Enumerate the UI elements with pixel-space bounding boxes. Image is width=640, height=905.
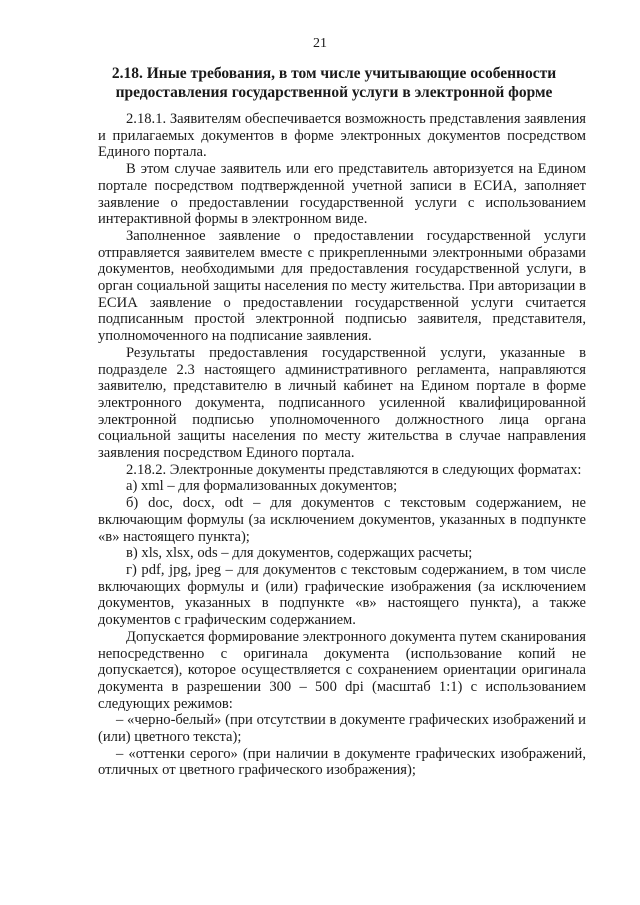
section-body xyxy=(98,111,586,779)
paragraph-2-18-1: 2.18.1. Заявителям обеспечивается возможность представления заявления и прилагаемых документов в форме электронных документов посредством Единого портала. xyxy=(98,111,586,161)
paragraph-results: Результаты предоставления государственной услуги, указанные в подразделе 2.3 настоящего административного регламента, направляются заявителю, представителю в личный кабинет на Едином портале в форме электронного документа, подписанного усиленной квалифицированной электронной подписью уполномоченного должностного лица органа социальной защиты населения по месту жительства в случае направления заявления посредством Единого портала. xyxy=(98,344,586,462)
format-item-a: а) xml – для формализованных документов; xyxy=(126,478,398,495)
format-item-g: г) pdf, jpg, jpeg – для документов с текстовым содержанием, в том числе включающих формулы и (или) графические изображения (за исключением документов, указанных в подпункте «в» настоящего пункта), а также документов с графическим содержанием. xyxy=(98,561,586,629)
paragraph-submission: Заполненное заявление о предоставлении государственной услуги отправляется заявителем вместе с прикрепленными электронными образами документов, необходимыми для предоставления государственной услуги, в орган социальной защиты населения по месту жительства. При авторизации в ЕСИА заявление о предоставлении государственной услуги считается подписанным простой электронной подписью заявителя, представителя, уполномоченного на подписание заявления. xyxy=(98,227,586,345)
section-heading-line-2: предоставления государственной услуги в электронной форме xyxy=(115,84,553,101)
section-heading-line-1: 2.18. Иные требования, в том числе учитывающие особенности xyxy=(111,65,557,82)
scan-mode-black-white: – «черно-белый» (при отсутствии в документе графических изображений и (или) цветного текста); xyxy=(98,712,586,746)
format-item-b: б) doc, docx, odt – для документов с текстовым содержанием, не включающим формулы (за исключением документов, указанных в подпункте «в» настоящего пункта); xyxy=(98,495,586,545)
paragraph-scanning: Допускается формирование электронного документа путем сканирования непосредственно с оригинала документа (использование копий не допускается), которое осуществляется с сохранением ориентации оригинала документа в разрешении 300 – 500 dpi (масштаб 1:1) с использованием следующих режимов: xyxy=(98,628,586,712)
page-number: 21 xyxy=(313,36,327,51)
scan-mode-grayscale: – «оттенки серого» (при наличии в документе графических изображений, отличных от цветного графического изображения); xyxy=(98,745,586,779)
format-item-v: в) xls, xlsx, ods – для документов, содержащих расчеты; xyxy=(126,545,473,562)
paragraph-authorization: В этом случае заявитель или его представитель авторизуется на Едином портале посредством подтвержденной учетной записи в ЕСИА, заполняет заявление о предоставлении государственной услуги с использованием интерактивной формы в электронном виде. xyxy=(98,161,586,228)
paragraph-2-18-2: 2.18.2. Электронные документы представляются в следующих форматах: xyxy=(126,461,582,478)
section-heading xyxy=(86,64,582,102)
